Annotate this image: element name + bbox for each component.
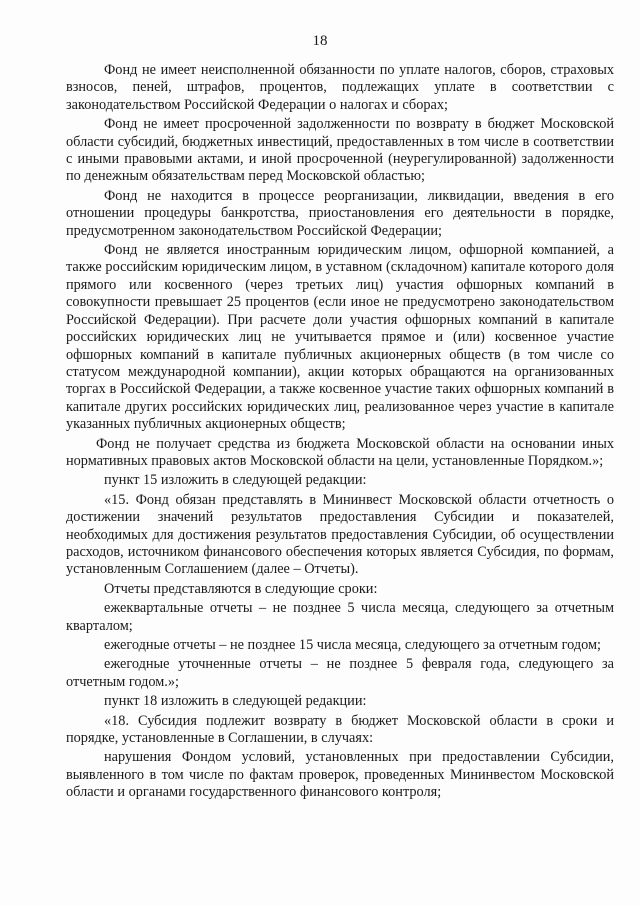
paragraph: «18. Субсидия подлежит возврату в бюджет Московской области в сроки и порядке, установленные в Соглашении, в случаях: [66, 712, 614, 747]
paragraph: Фонд не является иностранным юридическим лицом, офшорной компанией, а также российским юридическим лицом, в уставном (складочном) капитале которого доля прямого или косвенного (через третьих лиц) участия офшорных компаний в совокупности превышает 25 процентов (если иное не предусмотрено законодательством Российской Федерации). При расчете доли участия офшорных компаний в капитале российских юридических лиц не учитывается прямое и (или) косвенное участие офшорных компаний в капитале публичных акционерных обществ (в том числе со статусом международной компании), акции которых обращаются на организованных торгах в Российской Федерации, а также косвенное участие таких офшорных компаний в капитале других российских юридических лиц, реализованное через участие в капитале указанных публичных акционерных обществ; [66, 242, 614, 433]
paragraph: пункт 15 изложить в следующей редакции: [104, 472, 367, 489]
paragraph: Фонд не находится в процессе реорганизации, ликвидации, введения в его отношении процедуры банкротства, приостановления его деятельности в порядке, предусмотренном законодательством Российской Федерации; [66, 187, 614, 239]
paragraph: Фонд не имеет просроченной задолженности по возврату в бюджет Московской области субсидий, бюджетных инвестиций, предоставленных в том числе в соответствии с иными правовыми актами, и иной просроченной (неурегулированной) задолженности по денежным обязательствам перед Московской областью; [66, 116, 614, 185]
paragraph: Фонд не получает средства из бюджета Московской области на основании иных нормативных правовых актов Московской области на цели, установленные Порядком.»; [66, 435, 614, 469]
paragraph: пункт 18 изложить в следующей редакции: [104, 693, 367, 710]
paragraph: ежеквартальные отчеты – не позднее 5 числа месяца, следующего за отчетным кварталом; [66, 600, 614, 634]
document-body [66, 62, 614, 804]
paragraph: Фонд не имеет неисполненной обязанности по уплате налогов, сборов, страховых взносов, пеней, штрафов, процентов, подлежащих уплате в соответствии с законодательством Российской Федерации о налогах и сборах; [66, 62, 614, 113]
paragraph: нарушения Фондом условий, установленных при предоставлении Субсидии, выявленного в том числе по фактам проверок, проведенных Мининвестом Московской области и органами государственного финансового контроля; [66, 749, 614, 801]
paragraph: Отчеты представляются в следующие сроки: [104, 580, 378, 597]
paragraph: «15. Фонд обязан представлять в Мининвест Московской области отчетность о достижении значений результатов предоставления Субсидии и показателей, необходимых для достижения результатов предоставления Субсидии, об осуществлении расходов, источником финансового обеспечения которых является Субсидия, по формам, установленным Соглашением (далее – Отчеты). [66, 491, 614, 578]
page-number: 18 [312, 33, 328, 49]
paragraph: ежегодные отчеты – не позднее 15 числа месяца, следующего за отчетным годом; [104, 637, 602, 653]
paragraph: ежегодные уточненные отчеты – не позднее 5 февраля года, следующего за отчетным годом.»; [66, 656, 614, 690]
